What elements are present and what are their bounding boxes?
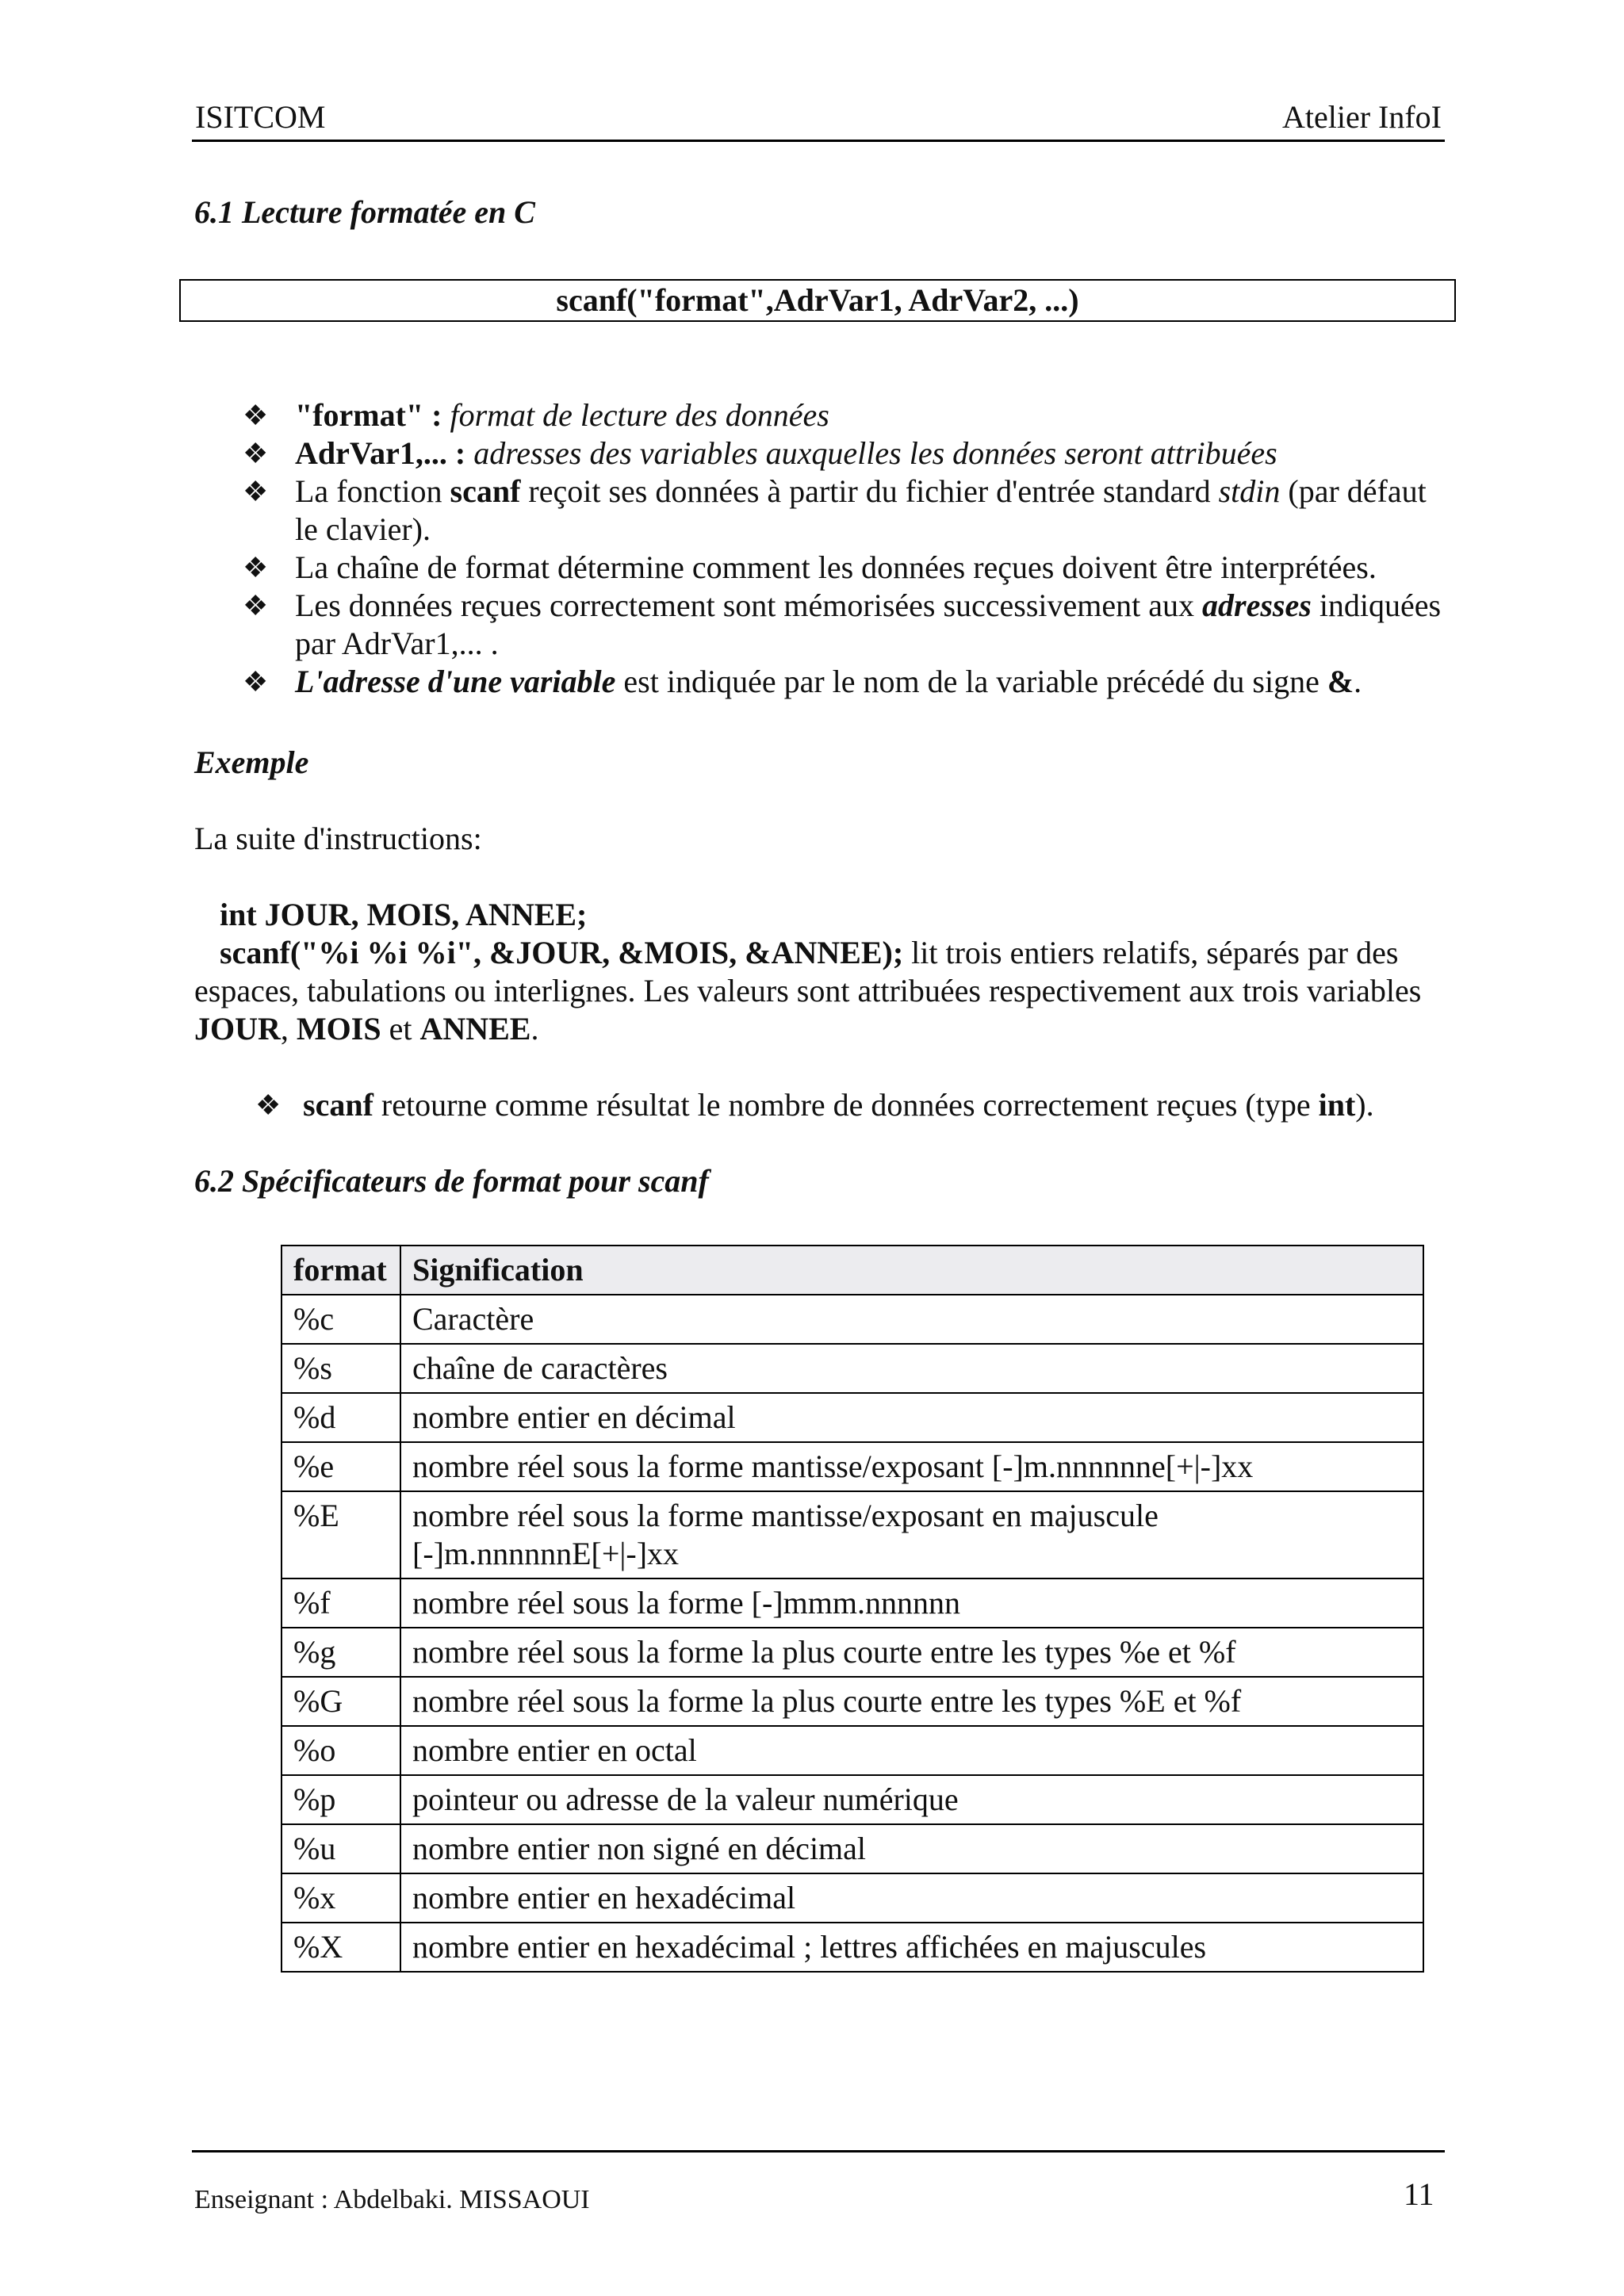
bullet-stored: ❖ Les données reçues correctement sont mémorisées successivement aux adresses indiquées par AdrVar1,... . (243, 587, 1442, 661)
table-row (282, 1442, 1423, 1491)
diamond-bullet-icon: ❖ (243, 400, 269, 431)
table-row (282, 1628, 1423, 1677)
code-line-1: int JOUR, MOIS, ANNEE; (220, 897, 588, 932)
table-row (282, 1578, 1423, 1628)
meaning-cell: nombre entier en octal (400, 1726, 1423, 1775)
format-cell: %x (282, 1873, 400, 1923)
header-right: Atelier InfoI (1281, 99, 1442, 135)
meaning-cell: nombre réel sous la forme mantisse/exposant [-]m.nnnnnne[+|-]xx (400, 1442, 1423, 1491)
table-row (282, 1873, 1423, 1923)
table-row (282, 1726, 1423, 1775)
table-row (282, 1677, 1423, 1726)
format-cell: %p (282, 1775, 400, 1824)
code-line-2: scanf("%i %i %i", &JOUR, &MOIS, &ANNEE); (220, 935, 904, 970)
format-cell: %o (282, 1726, 400, 1775)
format-spec-table (281, 1245, 1424, 1973)
diamond-bullet-icon: ❖ (243, 552, 269, 584)
example-intro: La suite d'instructions: (194, 821, 482, 856)
bullet-format: ❖ "format" : format de lecture des données (243, 397, 829, 433)
meaning-cell: nombre entier en hexadécimal (400, 1873, 1423, 1923)
meaning-cell: nombre entier en hexadécimal ; lettres affichées en majuscules (400, 1923, 1423, 1972)
format-cell: %G (282, 1677, 400, 1726)
bullet-stdin: ❖ La fonction scanf reçoit ses données à partir du fichier d'entrée standard stdin (par défaut le clavier). (243, 473, 1427, 547)
table-header-row (282, 1246, 1423, 1295)
meaning-cell: Caractère (400, 1295, 1423, 1344)
page-header (192, 95, 1445, 142)
diamond-bullet-icon: ❖ (243, 476, 269, 507)
scanf-return-note: ❖ scanf retourne comme résultat le nombre de données correctement reçues (type int). (255, 1087, 1374, 1123)
section-title-6-2: 6.2 Spécificateurs de format pour scanf (194, 1163, 709, 1199)
table-row (282, 1344, 1423, 1393)
bullet-adrvar: ❖ AdrVar1,... : adresses des variables auxquelles les données seront attribuées (243, 435, 1277, 471)
format-cell: %e (282, 1442, 400, 1491)
meaning-cell: nombre entier non signé en décimal (400, 1824, 1423, 1873)
meaning-cell: nombre réel sous la forme mantisse/exposant en majuscule [-]m.nnnnnnE[+|-]xx (400, 1491, 1423, 1578)
meaning-cell: nombre entier en décimal (400, 1393, 1423, 1442)
diamond-bullet-icon: ❖ (243, 590, 269, 622)
meaning-cell: nombre réel sous la forme la plus courte entre les types %E et %f (400, 1677, 1423, 1726)
column-header-signification: Signification (400, 1246, 1423, 1295)
format-cell: %E (282, 1491, 400, 1578)
bullet-format-string: ❖ La chaîne de format détermine comment les données reçues doivent être interprétées. (243, 549, 1377, 585)
column-header-format: format (282, 1246, 400, 1295)
table-row (282, 1923, 1423, 1972)
example-paragraph: int JOUR, MOIS, ANNEE; scanf("%i %i %i", &JOUR, &MOIS, &ANNEE); lit trois entiers relatifs, séparés par des espaces, tabulations ou interlignes. Les valeurs sont attribuées respectivement aux trois variables JOUR, MOIS et ANNEE. (194, 897, 1422, 1047)
meaning-cell: nombre réel sous la forme la plus courte entre les types %e et %f (400, 1628, 1423, 1677)
bullet-list (243, 396, 1448, 701)
diamond-bullet-icon: ❖ (243, 438, 269, 469)
format-cell: %c (282, 1295, 400, 1344)
example-label: Exemple (194, 744, 309, 780)
diamond-bullet-icon: ❖ (243, 666, 269, 698)
table-row (282, 1824, 1423, 1873)
table-row (282, 1775, 1423, 1824)
footer-rule (192, 2150, 1445, 2152)
header-left: ISITCOM (195, 99, 326, 135)
meaning-cell: chaîne de caractères (400, 1344, 1423, 1393)
bullet-address: ❖ L'adresse d'une variable est indiquée par le nom de la variable précédé du signe &. (243, 664, 1362, 699)
format-cell: %d (282, 1393, 400, 1442)
table-row (282, 1393, 1423, 1442)
format-cell: %f (282, 1578, 400, 1628)
format-cell: %X (282, 1923, 400, 1972)
format-cell: %u (282, 1824, 400, 1873)
format-cell: %s (282, 1344, 400, 1393)
diamond-bullet-icon: ❖ (255, 1089, 282, 1121)
page-number: 11 (1404, 2176, 1434, 2212)
format-cell: %g (282, 1628, 400, 1677)
meaning-cell: nombre réel sous la forme [-]mmm.nnnnnn (400, 1578, 1423, 1628)
meaning-cell: pointeur ou adresse de la valeur numérique (400, 1775, 1423, 1824)
section-title-6-1: 6.1 Lecture formatée en C (194, 194, 535, 230)
table-row (282, 1491, 1423, 1578)
footer-author: Enseignant : Abdelbaki. MISSAOUI (194, 2185, 590, 2214)
syntax-box: scanf("format",AdrVar1, AdrVar2, ...) (179, 279, 1456, 322)
table-row (282, 1295, 1423, 1344)
